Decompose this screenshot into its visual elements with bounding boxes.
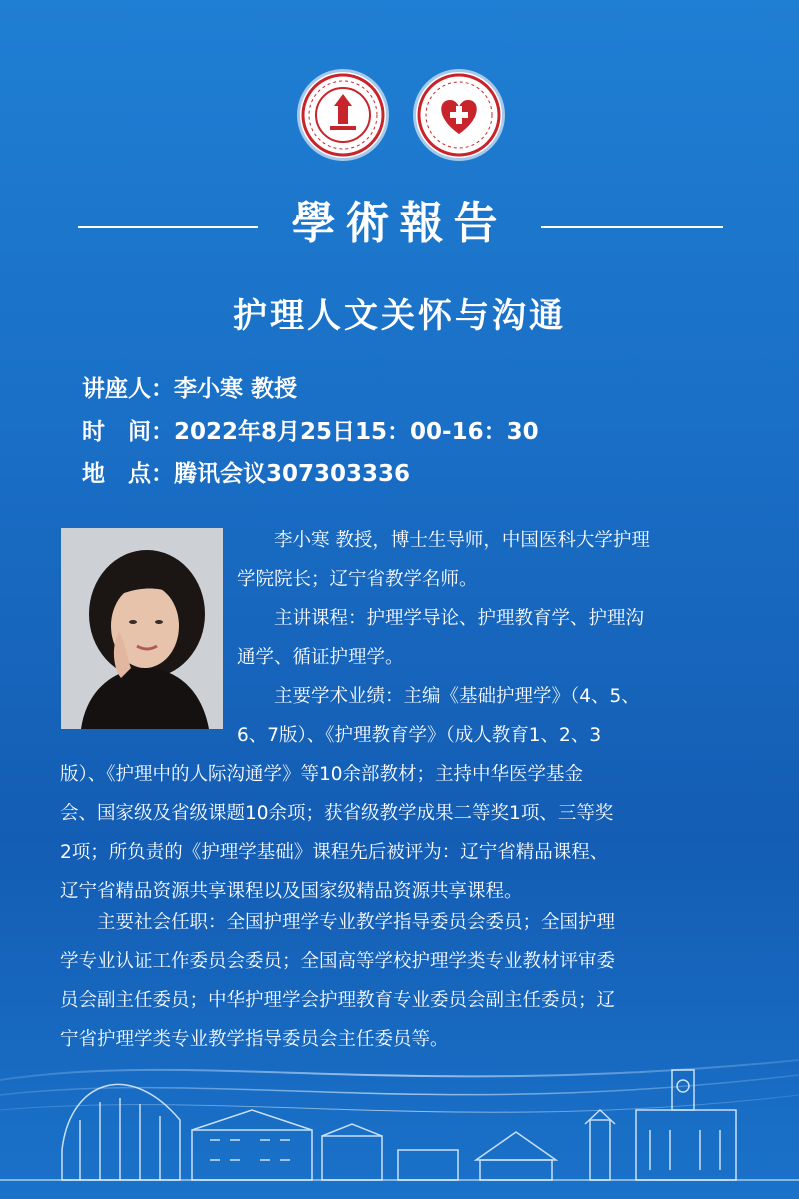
banner-divider-right (541, 226, 723, 228)
bio-line: 辽宁省精品资源共享课程以及国家级精品资源共享课程。 (60, 881, 523, 902)
time-label: 时 间： (82, 419, 174, 445)
banner-title: 學術報告 (291, 198, 508, 249)
time-row (82, 416, 539, 448)
university-logo (300, 72, 386, 158)
bio-line: 6、7版）、《护理教育学》（成人教育1、2、3 (237, 725, 602, 746)
bio-paragraph-3-start (237, 677, 750, 755)
lecture-title: 护理人文关怀与沟通 (233, 296, 566, 336)
time-value: 2022年8月25日15：00-16：30 (174, 419, 539, 445)
campus-skyline-icon (0, 1040, 799, 1199)
bio-line: 学院院长；辽宁省教学名师。 (237, 569, 478, 590)
bio-line: 通学、循证护理学。 (237, 647, 404, 668)
nursing-heart-cross-icon (416, 72, 502, 158)
place-value: 腾讯会议307303336 (174, 461, 411, 487)
speaker-value: 李小寒 教授 (174, 376, 298, 402)
bio-line: 主要学术业绩：主编《基础护理学》（4、5、 (274, 686, 640, 707)
bio-paragraph-3-continued (60, 755, 752, 911)
place-label: 地 点： (82, 461, 174, 487)
bio-line: 2项；所负责的《护理学基础》课程先后被评为：辽宁省精品课程、 (60, 842, 609, 863)
bio-paragraph-1 (237, 521, 750, 599)
speaker-photo (61, 528, 223, 729)
bio-line: 主要社会任职：全国护理学专业教学指导委员会委员；全国护理 (97, 912, 616, 933)
bio-line: 宁省护理学类专业教学指导委员会主任委员等。 (60, 1029, 449, 1050)
bio-paragraph-4 (60, 903, 752, 1059)
portrait-image (61, 528, 223, 729)
bio-line: 会、国家级及省级课题10余项；获省级教学成果二等奖1项、三等奖 (60, 803, 614, 824)
bio-line: 学专业认证工作委员会委员；全国高等学校护理学类专业教材评审委 (60, 951, 616, 972)
speaker-row (82, 373, 297, 405)
place-row (82, 458, 410, 490)
speaker-label: 讲座人： (82, 376, 174, 402)
bio-paragraph-2 (237, 599, 750, 677)
university-seal-icon (300, 72, 386, 158)
nursing-school-logo (416, 72, 502, 158)
bio-line: 员会副主任委员；中华护理学会护理教育专业委员会副主任委员；辽 (60, 990, 616, 1011)
bio-line: 李小寒 教授，博士生导师，中国医科大学护理 (274, 530, 650, 551)
bio-line: 版）、《护理中的人际沟通学》等10余部教材；主持中华医学基金 (60, 764, 584, 785)
bio-line: 主讲课程：护理学导论、护理教育学、护理沟 (274, 608, 645, 629)
banner-divider-left (78, 226, 258, 228)
